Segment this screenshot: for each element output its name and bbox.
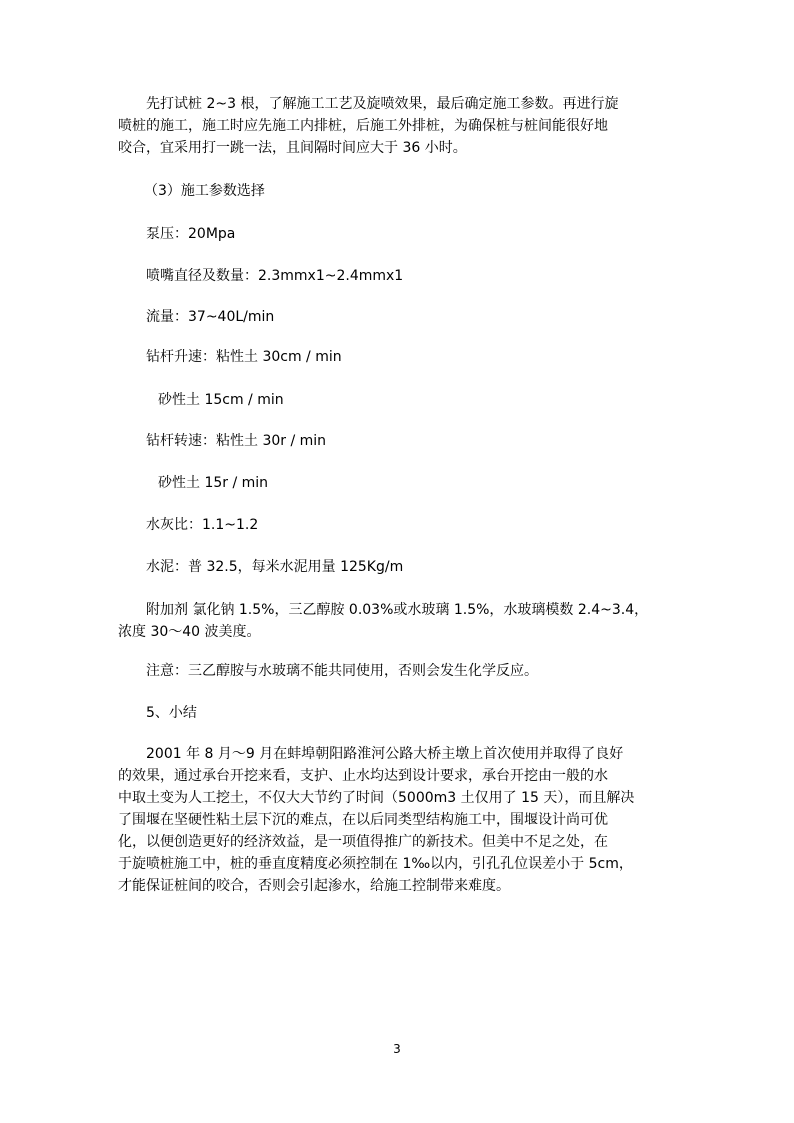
text-line: 于旋喷桩施工中，桩的垂直度精度必须控制在 1‰以内，引孔孔位误差小于 5cm， xyxy=(118,856,633,872)
param-pump-pressure: 泵压：20Mpa xyxy=(146,226,236,242)
text-line: 先打试桩 2~3 根，了解施工工艺及旋喷效果，最后确定施工参数。再进行旋 xyxy=(146,96,619,112)
section-title-parameters: （3）施工参数选择 xyxy=(144,183,265,199)
paragraph-test-pile xyxy=(118,93,678,159)
param-cement: 水泥：普 32.5，每米水泥用量 125Kg/m xyxy=(146,559,404,575)
text-line: 中取土变为人工挖土，不仅大大节约了时间（5000m3 土仅用了 15 天），而且解决 xyxy=(118,790,635,806)
paragraph-additive xyxy=(118,599,678,643)
param-water-cement-ratio: 水灰比：1.1~1.2 xyxy=(146,517,259,533)
text-line: 才能保证桩间的咬合，否则会引起渗水，给施工控制带来难度。 xyxy=(118,878,510,894)
param-lift-speed-sand: 砂性土 15cm / min xyxy=(158,392,284,408)
param-rotate-speed-clay: 钻杆转速：粘性土 30r / min xyxy=(146,433,327,449)
text-line: 了围堰在坚硬性粘土层下沉的难点，在以后同类型结构施工中，围堰设计尚可优 xyxy=(118,812,608,828)
text-line: 喷桩的施工，施工时应先施工内排桩，后施工外排桩，为确保桩与桩间能很好地 xyxy=(118,118,608,134)
text-line: 2001 年 8 月～9 月在蚌埠朝阳路淮河公路大桥主墩上首次使用并取得了良好 xyxy=(146,746,624,762)
paragraph-summary xyxy=(118,743,678,897)
note-line: 注意：三乙醇胺与水玻璃不能共同使用，否则会发生化学反应。 xyxy=(146,663,538,679)
text-line: 化，以便创造更好的经济效益，是一项值得推广的新技术。但美中不足之处，在 xyxy=(118,834,608,850)
text-line: 的效果，通过承台开挖来看，支护、止水均达到设计要求，承台开挖由一般的水 xyxy=(118,768,608,784)
page-number: 3 xyxy=(393,1042,401,1056)
summary-title: 5、小结 xyxy=(146,705,197,721)
param-lift-speed-clay: 钻杆升速：粘性土 30cm / min xyxy=(146,349,342,365)
text-line: 咬合，宜采用打一跳一法，且间隔时间应大于 36 小时。 xyxy=(118,140,467,156)
param-rotate-speed-sand: 砂性土 15r / min xyxy=(158,475,269,491)
param-nozzle: 喷嘴直径及数量：2.3mmx1~2.4mmx1 xyxy=(146,268,404,284)
text-line: 浓度 30～40 波美度。 xyxy=(118,624,261,640)
text-line: 附加剂 氯化钠 1.5%，三乙醇胺 0.03%或水玻璃 1.5%，水玻璃模数 2.4~3.4， xyxy=(146,602,649,618)
param-flow: 流量：37~40L/min xyxy=(146,309,275,325)
